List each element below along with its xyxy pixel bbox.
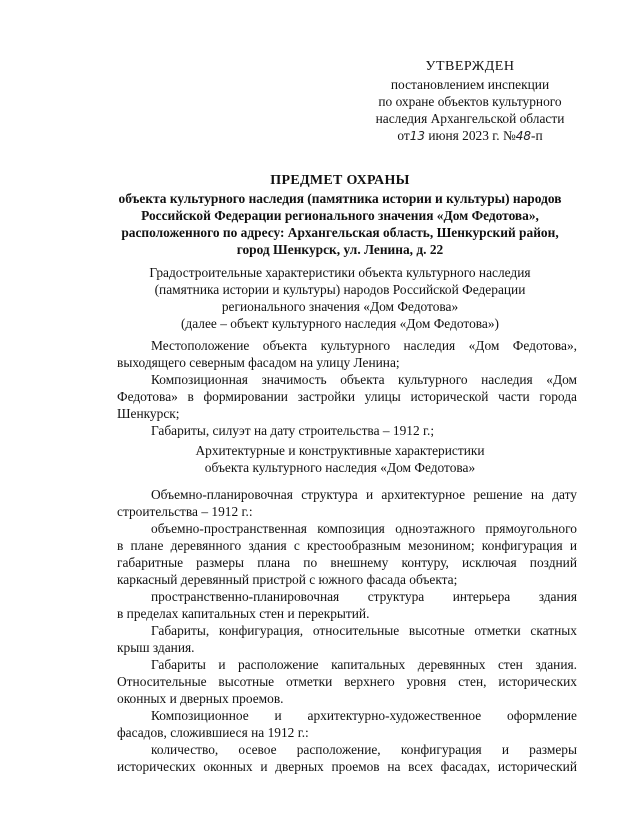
title-line-2: Российской Федерации регионального значения «Дом Федотова», <box>141 208 539 223</box>
s2-p2-line-4: каркасный деревянный пристрой с южного фасада объекта; <box>117 572 458 587</box>
s2-p5-line-1: Габариты и расположение капитальных деревянных стен здания. <box>151 657 577 672</box>
s2-p6-line-1: Композиционное и архитектурно-художественное оформление <box>151 708 577 723</box>
s2-p7-line-1: количество, осевое расположение, конфигурация и размеры <box>151 742 577 757</box>
s2-p1-line-1: Объемно-планировочная структура и архитектурное решение на дату <box>151 487 577 502</box>
approval-date-prefix: от <box>397 128 410 143</box>
s1-p2-line-2: Федотова» в формировании застройки улицы исторической части города <box>117 389 577 404</box>
approval-line-2: по охране объектов культурного <box>378 94 562 109</box>
s2-p3-line-2: в пределах капитальных стен и перекрытий. <box>117 606 370 621</box>
approval-heading: УТВЕРЖДЕН <box>425 59 515 74</box>
approval-date-day: 13 <box>409 129 425 143</box>
s2-p5-line-2: Относительные высотные отметки верхнего уровня стен, исторических <box>117 674 577 689</box>
approval-date-number: 48 <box>515 129 532 143</box>
s2-p2-line-3: габаритные размеры плана по внешнему контуру, исключая поздний <box>117 555 577 570</box>
section1-line-2: (памятника истории и культуры) народов Российской Федерации <box>154 282 526 297</box>
section1-line-1: Градостроительные характеристики объекта культурного наследия <box>149 265 531 280</box>
s2-p4-line-1: Габариты, конфигурация, относительные высотные отметки скатных <box>151 623 577 638</box>
s2-p6-line-2: фасадов, сложившиеся на 1912 г.: <box>117 725 309 740</box>
section1-line-3: регионального значения «Дом Федотова» <box>221 299 459 314</box>
s1-p3: Габариты, силуэт на дату строительства – 1912 г.; <box>151 423 435 438</box>
approval-line-1: постановлением инспекции <box>390 77 550 92</box>
section2-line-2: объекта культурного наследия «Дом Федотова» <box>204 460 476 475</box>
section-heading-architecture <box>100 442 580 476</box>
s2-p5-line-3: оконных и дверных проемов. <box>117 691 284 706</box>
document-title <box>100 172 580 258</box>
approval-date <box>360 127 580 145</box>
section1-body <box>117 337 577 439</box>
approval-line-3: наследия Архангельской области <box>375 111 565 126</box>
title-line-3: расположенного по адресу: Архангельская область, Шенкурский район, <box>121 225 559 240</box>
section1-line-4: (далее – объект культурного наследия «Дом Федотова») <box>180 316 500 331</box>
s1-p1-line-2: выходящего северным фасадом на улицу Ленина; <box>117 355 400 370</box>
s2-p2-line-2: в плане деревянного здания с крестообразным мезонином; конфигурация и <box>117 538 577 553</box>
title-line-4: город Шенкурск, ул. Ленина, д. 22 <box>236 242 444 257</box>
s2-p7-line-2: исторических оконных и дверных проемов на всех фасадах, исторический <box>117 759 577 774</box>
approval-stamp <box>360 57 580 145</box>
title-line-1: объекта культурного наследия (памятника истории и культуры) народов <box>118 191 562 206</box>
s2-p3-line-1: пространственно-планировочная структура интерьера здания <box>151 589 577 604</box>
s2-p2-line-1: объемно-пространственная композиция одноэтажного прямоугольного <box>151 521 577 536</box>
s1-p2-line-1: Композиционная значимость объекта культурного наследия «Дом <box>151 372 577 387</box>
s2-p1-line-2: строительства – 1912 г.: <box>117 504 253 519</box>
approval-date-suffix: -п <box>531 128 543 143</box>
section-heading-urban <box>100 264 580 332</box>
approval-date-mid: июня 2023 г. № <box>424 128 516 143</box>
section2-body <box>117 486 577 775</box>
section2-line-1: Архитектурные и конструктивные характеристики <box>195 443 485 458</box>
s1-p1-line-1: Местоположение объекта культурного наследия «Дом Федотова», <box>151 338 577 353</box>
s1-p2-line-3: Шенкурск; <box>117 406 180 421</box>
s2-p4-line-2: крыш здания. <box>117 640 195 655</box>
title-main: ПРЕДМЕТ ОХРАНЫ <box>270 173 410 188</box>
